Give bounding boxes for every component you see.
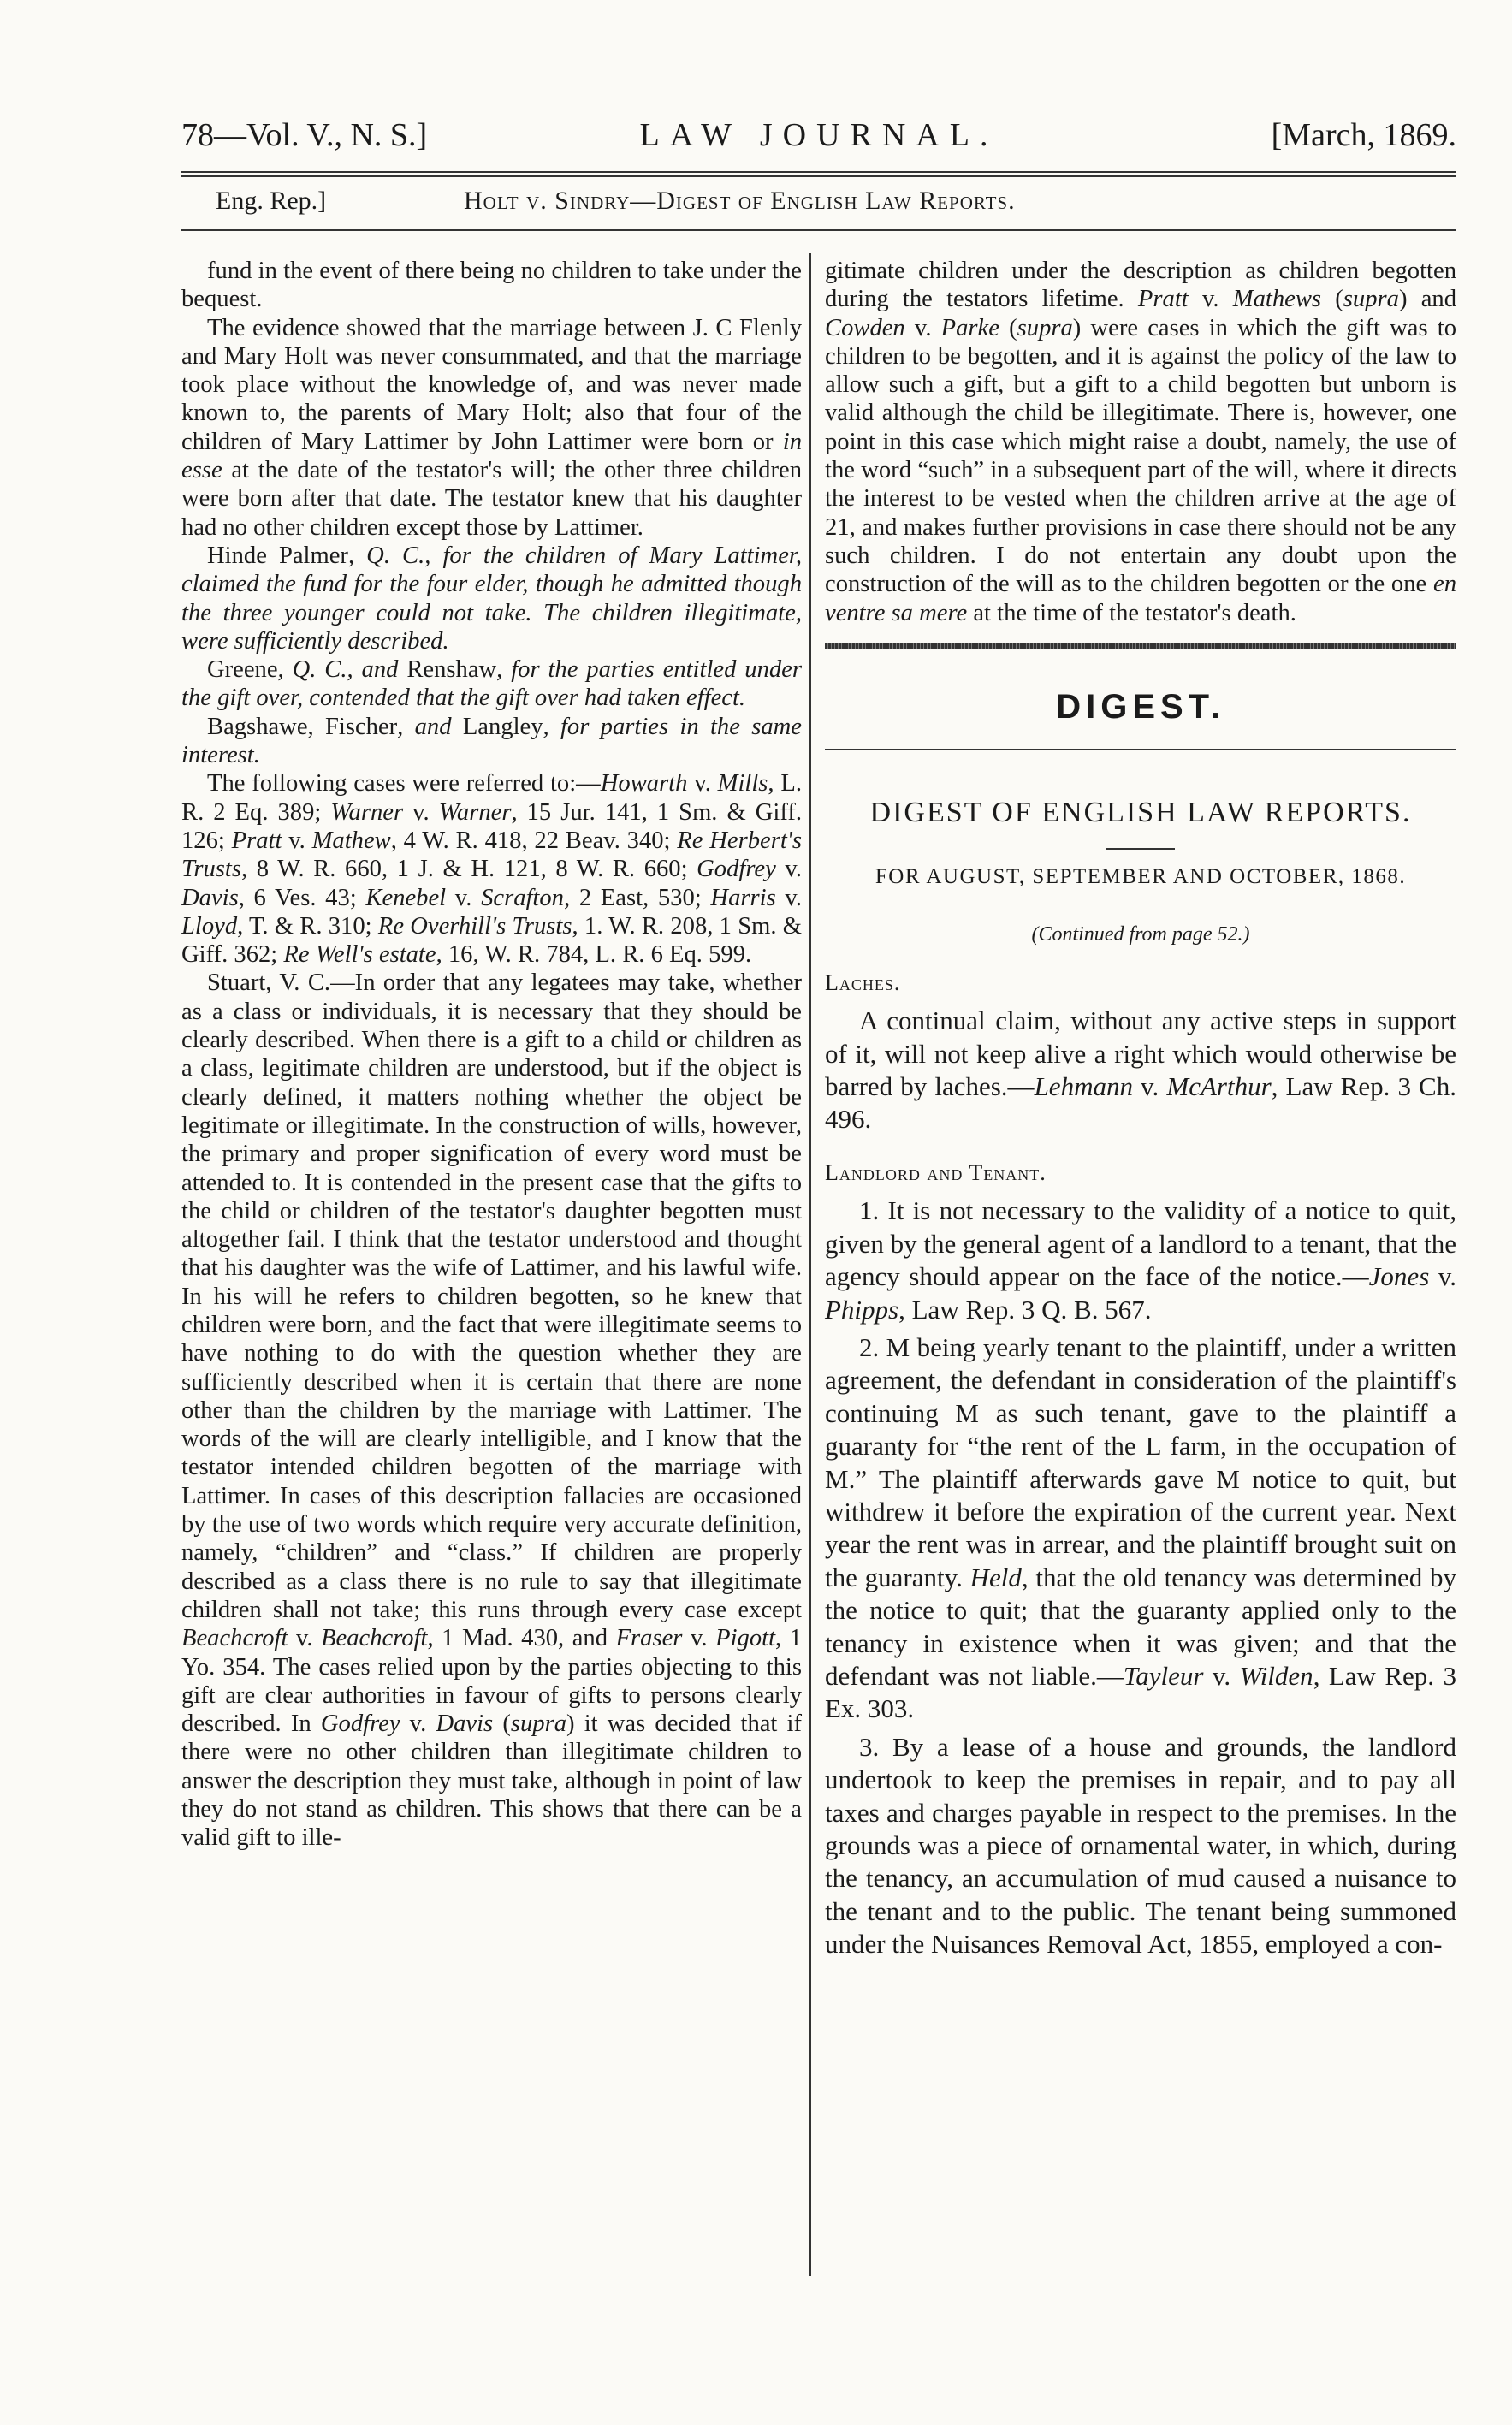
text-run: v. <box>775 856 802 883</box>
text-run: v. <box>1188 286 1233 313</box>
text-run: 1. It is not necessary to the validity of a notice to quit, given by the general agent of a landlord to a tenant, that the agency should appear on the face of the notice.— <box>825 1195 1456 1292</box>
italic-text: Pratt <box>1137 286 1189 313</box>
text-run: ( <box>493 1711 511 1738</box>
text-run: The evidence showed that the marriage between J. C Flenly and Mary Holt was never consummated, and that the marriage took place without the knowledge of, and was never made known to, the parents of Mary Holt; also that four of the children of Mary Lattimer by John Lattimer were born or <box>181 314 802 455</box>
title-rule <box>1106 848 1175 850</box>
text-run: The following cases were referred to:— <box>207 770 601 797</box>
text-run: Bagshawe, Fischer <box>207 713 398 740</box>
text-run: , that the old tenancy was determined by the notice to quit; that the guaranty applied only to the tenancy in existence when it was given; and that the defendant was not liable.— <box>825 1562 1456 1691</box>
left-column <box>181 257 802 1853</box>
text-run: , 15 Jur. 141, 1 Sm. & Giff. 126; <box>181 798 803 854</box>
italic-text: , and <box>397 713 463 740</box>
text-run: Langley <box>462 713 543 740</box>
section-rule <box>825 643 1456 649</box>
italic-text: Mathews <box>1232 286 1322 313</box>
italic-text: Warner <box>330 798 404 826</box>
text-run: Stuart, V. C.—In order that any legatees may take, whether as a class or individuals, it is necessary that they should be clearly described. When there is a gift to a child or children as a class, legitimate children are understood, but if the object is clearly defined, it matters nothing whether the object be legitimate or illegitimate. In the construction of wills, however, the primary and proper signification of every word must be attended to. It is contended in the present case that the gifts to the child or children of the testator's daughter begotten must altogether fail. I think that the testator understood and thought that his daughter was the wife of Lattimer, and his lawful wife. In his will he refers to children begotten, so he knew that children were born, and the fact that were illegitimate seems to have nothing to do with the question whether they are sufficiently described when it is certain that there are none other than the children by the marriage with Lattimer. The words of the will are clearly intelligible, and I know that the testator intended children begotten of the marriage with Lattimer. In cases of this description fallacies are occasioned by the use of two words which require very accurate definition, namely, “children” and “class.” If children are properly described as a class there is no rule to say that illegitimate children shall not take; this runs through every case except <box>181 969 802 1623</box>
digest-banner: DIGEST. <box>1056 687 1225 726</box>
paragraph <box>181 655 802 713</box>
digest-entry <box>825 1195 1456 1326</box>
italic-text: Fraser <box>615 1625 683 1652</box>
digest-heading: Landlord and Tenant. <box>825 1159 1047 1185</box>
header-date: [March, 1869. <box>1271 117 1456 153</box>
italic-text: Pratt <box>231 827 282 854</box>
digest-continued: (Continued from page 52.) <box>1031 922 1250 946</box>
digest-title: DIGEST OF ENGLISH LAW REPORTS. <box>869 796 1412 828</box>
text-run: ( <box>999 314 1017 341</box>
text-run: 2. M being yearly tenant to the plaintiff, under a written agreement, the defendant in consideration of the plaintiff's continuing M as such tenant, gave to the plaintiff a guaranty for “the rent of the L farm, in the occupation of M.” The plaintiff afterwards gave M notice to quit, but withdrew it before the expiration of the current year. Next year the rent was in arrear, and the plaintiff brought suit on the guaranty. <box>825 1331 1456 1592</box>
sub-header <box>181 187 1456 222</box>
text-run: , Law Rep. 3 Q. B. 567. <box>898 1294 1152 1325</box>
text-run: , 16, W. R. 784, L. R. 6 Eq. 599. <box>436 941 752 969</box>
italic-text: , for the parties entitled under the gift over, contended that the gift over had taken effect. <box>181 656 802 712</box>
text-run: , 1 Mad. 430, and <box>427 1625 616 1652</box>
text-run: v. <box>682 1625 716 1652</box>
text-run: v. <box>400 1711 436 1738</box>
italic-text: Beachcroft <box>321 1625 428 1652</box>
paragraph <box>181 314 802 542</box>
header-rule-2 <box>181 175 1456 177</box>
text-run: , 8 W. R. 660, 1 J. & H. 121, 8 W. R. 660; <box>240 856 697 883</box>
italic-text: Cowden <box>825 314 905 341</box>
italic-text: Lehmann <box>1034 1071 1133 1102</box>
paragraph <box>181 542 802 655</box>
italic-text: en ventre sa mere <box>825 571 1456 626</box>
text-run: 3. By a lease of a house and grounds, the landlord undertook to keep the premises in repair, and to pay all taxes and charges payable in respect to the premises. In the grounds was a piece of ornamental water, in which, during the tenancy, an accumulation of mud caused a nuisance to the tenant and to the public. The tenant being summoned under the Nuisances Removal Act, 1855, employed a con- <box>825 1731 1456 1960</box>
text-run: , 1 Yo. 354. The cases relied upon by the parties objecting to this gift are clear authorities in favour of gifts to persons clearly described. In <box>181 1625 803 1738</box>
italic-text: Phipps <box>825 1294 899 1325</box>
italic-text: Davis <box>181 884 239 911</box>
paragraph <box>181 713 802 770</box>
header-rule <box>181 171 1456 173</box>
digest-entries <box>825 967 1456 1961</box>
case-continuation <box>825 257 1456 627</box>
text-run: v. <box>403 798 439 826</box>
italic-text: supra <box>1017 314 1073 341</box>
italic-text: Davis <box>436 1711 494 1738</box>
text-run: fund in the event of there being no children to take under the bequest. <box>181 258 802 313</box>
text-run: gitimate children under the description as children begotten during the testators lifetime. <box>825 258 1456 313</box>
italic-text: , Q. C., and <box>277 656 407 684</box>
text-run: at the date of the testator's will; the other three children were born after that date. The testator knew that his daughter had no other children except those by Lattimer. <box>181 457 802 541</box>
text-run: , 6 Ves. 43; <box>238 884 366 911</box>
text-run: , 4 W. R. 418, 22 Beav. 340; <box>390 827 678 854</box>
italic-text: supra <box>1343 286 1399 313</box>
digest-entry <box>825 1005 1456 1136</box>
text-run: v. <box>904 314 941 341</box>
italic-text: Pigott <box>715 1625 776 1652</box>
text-run: , Law Rep. 3 Ex. 303. <box>825 1660 1456 1724</box>
text-run: v. <box>288 1625 322 1652</box>
sub-header-title: Holt v. Sindry—Digest of English Law Reports. <box>464 187 1016 215</box>
text-run: Renshaw <box>406 656 497 684</box>
italic-text: Re Herbert's Trusts <box>181 827 803 883</box>
italic-text: Re Overhill's Trusts <box>377 912 572 940</box>
italic-text: Held <box>969 1562 1022 1592</box>
text-run: at the time of the testator's death. <box>967 599 1296 626</box>
text-run: Greene <box>207 656 278 684</box>
paragraph <box>181 969 802 1852</box>
italic-text: McArthur <box>1166 1071 1272 1102</box>
right-column <box>825 257 1456 1961</box>
digest-rule <box>825 749 1456 750</box>
text-run: v. <box>1203 1660 1240 1691</box>
italic-text: Harris <box>710 884 776 911</box>
text-run: , 1. W. R. 208, 1 Sm. & Giff. 362; <box>181 912 802 969</box>
italic-text: , for parties in the same interest. <box>181 713 802 769</box>
italic-text: Beachcroft <box>181 1625 288 1652</box>
text-run: v. <box>446 884 482 911</box>
text-run: v. <box>282 827 312 854</box>
text-run: ) were cases in which the gift was to children to be begotten, and it is against the policy of the law to allow such a gift, but a gift to a child begotten but unborn is valid although the child be illegitimate. There is, however, one point in this case which might raise a doubt, namely, the use of the word “such” in a subsequent part of the will, where it directs the interest to be vested when the children arrive at the age of 21, and makes further provisions in case there should not be any such children. I do not entertain any doubt upon the construction of the will as to the children begotten or the one <box>825 314 1457 598</box>
digest-heading: Laches. <box>825 969 901 995</box>
italic-text: Tayleur <box>1123 1660 1204 1691</box>
italic-text: Mills <box>717 770 768 797</box>
italic-text: Wilden <box>1239 1660 1313 1691</box>
text-run: , L. R. 2 Eq. 389; <box>181 770 802 826</box>
digest-subtitle: FOR AUGUST, SEPTEMBER AND OCTOBER, 1868. <box>875 864 1407 888</box>
running-header <box>181 116 1456 161</box>
column-divider <box>809 253 811 2276</box>
text-run: v. <box>687 770 718 797</box>
italic-text: Re Well's estate <box>283 941 436 969</box>
italic-text: supra <box>510 1711 567 1738</box>
text-run: ( <box>1321 286 1343 313</box>
text-run: , Law Rep. 3 Ch. 496. <box>825 1071 1456 1135</box>
italic-text: Scrafton <box>481 884 564 911</box>
text-run: Hinde Palmer <box>207 542 348 569</box>
sub-header-section: Eng. Rep.] <box>216 187 327 215</box>
italic-text: , Q. C., for the children of Mary Lattimer, claimed the fund for the four elder, though he admitted though the three younger could not take. The children illegitimate, were sufficiently described. <box>181 542 803 655</box>
sub-header-rule <box>181 229 1456 231</box>
text-run: ) and <box>1398 286 1457 313</box>
paragraph <box>181 257 802 314</box>
paragraph <box>181 769 802 969</box>
italic-text: Godfrey <box>697 856 776 883</box>
italic-text: Mathew <box>311 827 391 854</box>
text-run: , T. & R. 310; <box>237 912 378 940</box>
text-run: ) it was decided that if there were no other children than illegitimate children to answer the description they must take, although in point of law they do not stand as children. This shows that there can be a valid gift to ille- <box>181 1711 803 1852</box>
text-run: v. <box>775 884 802 911</box>
italic-text: Warner <box>438 798 512 826</box>
italic-text: Parke <box>940 314 999 341</box>
text-run: v. <box>1429 1261 1456 1292</box>
text-run: , 2 East, 530; <box>563 884 711 911</box>
digest-entry <box>825 1331 1456 1726</box>
italic-text: Jones <box>1368 1261 1430 1292</box>
italic-text: Howarth <box>600 770 688 797</box>
text-run: v. <box>1132 1071 1167 1102</box>
header-volume: 78—Vol. V., N. S.] <box>181 117 428 153</box>
italic-text: in esse <box>181 428 802 484</box>
italic-text: Godfrey <box>320 1711 400 1738</box>
header-journal-title: LAW JOURNAL. <box>639 117 999 153</box>
digest-entry <box>825 1731 1456 1961</box>
italic-text: Lloyd <box>181 912 238 940</box>
italic-text: Kenebel <box>365 884 447 911</box>
text-run: A continual claim, without any active steps in support of it, will not keep alive a right which would otherwise be barred by laches.— <box>825 1005 1456 1102</box>
